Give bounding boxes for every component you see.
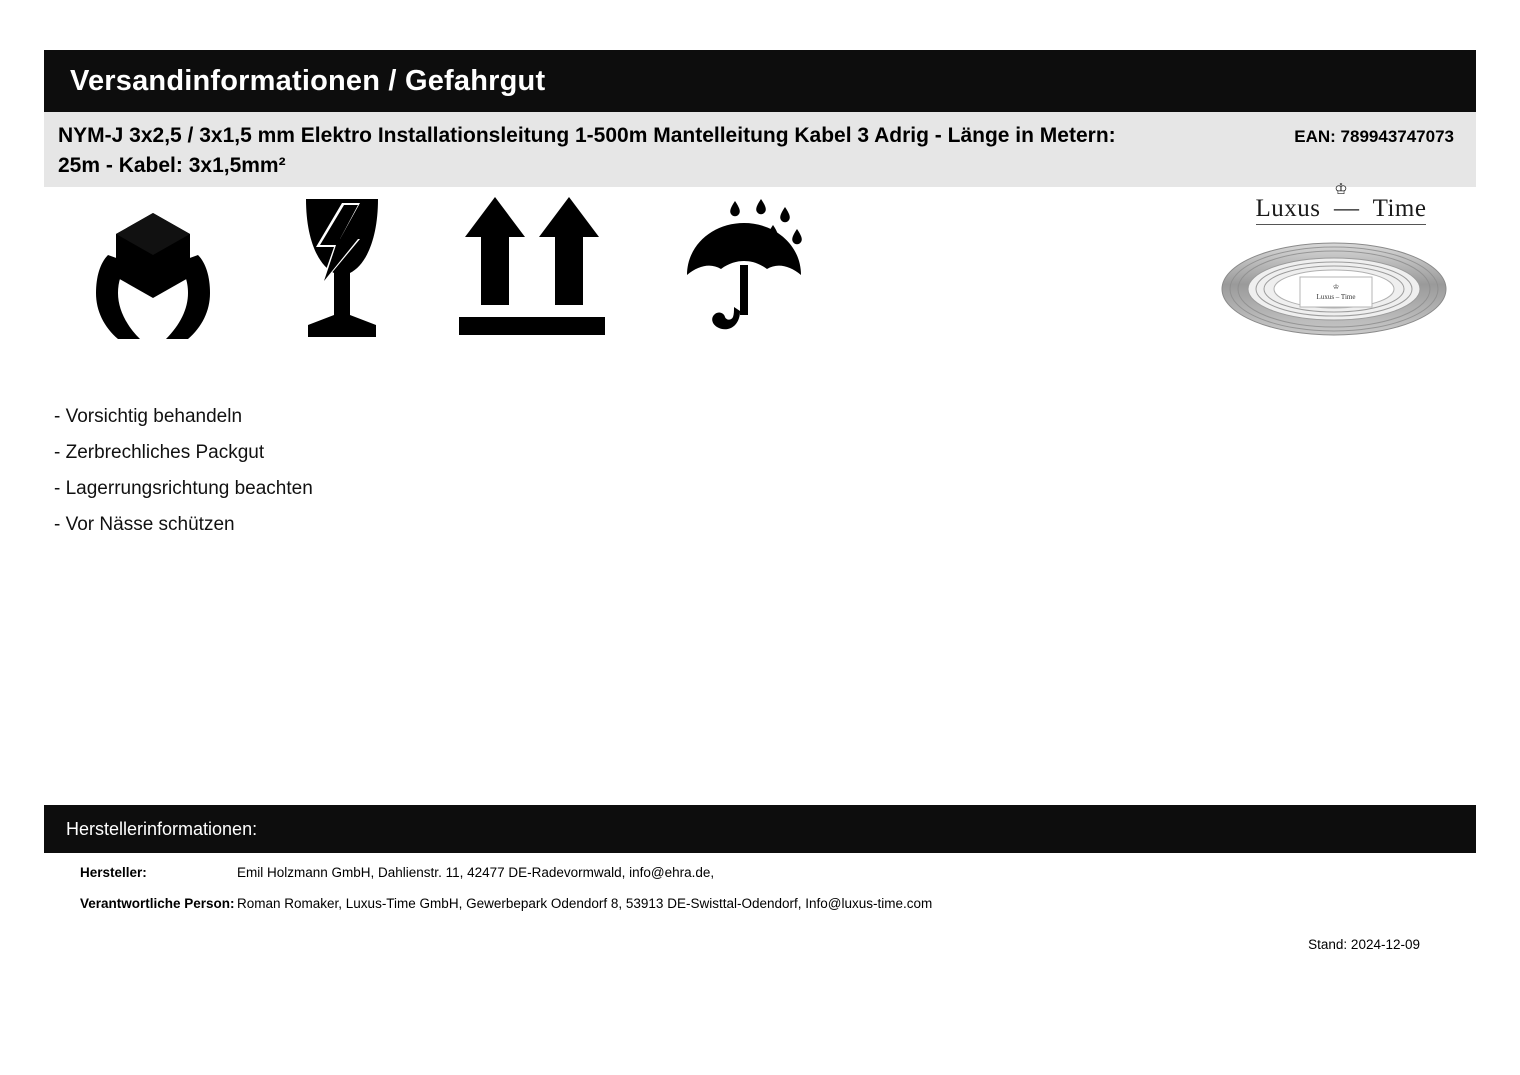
manufacturer-key: Hersteller: bbox=[80, 865, 147, 880]
brand-name-left: Luxus bbox=[1255, 194, 1321, 222]
brand-block bbox=[1216, 181, 1466, 341]
product-photo bbox=[1216, 237, 1466, 341]
handling-symbols bbox=[78, 193, 819, 348]
document-header bbox=[44, 50, 1476, 112]
product-title: NYM-J 3x2,5 / 3x1,5 mm Elektro Installationsleitung 1-500m Mantelleitung Kabel 3 Adrig - Länge in Metern: 25m - Kabel: 3x1,5mm² bbox=[58, 124, 1116, 177]
svg-text:♔: ♔ bbox=[1332, 282, 1340, 291]
table-row bbox=[44, 865, 1476, 880]
shipping-info-document bbox=[44, 50, 1476, 952]
manufacturer-value: Emil Holzmann GmbH, Dahlienstr. 11, 42477 DE-Radevormwald, info@ehra.de, bbox=[237, 865, 715, 880]
manufacturer-details bbox=[44, 865, 1476, 952]
list-item: - Zerbrechliches Packgut bbox=[54, 441, 265, 463]
brand-logo bbox=[1246, 181, 1437, 227]
brand-name-right: Time bbox=[1372, 194, 1427, 222]
keep-dry-umbrella-icon bbox=[669, 193, 819, 348]
revision-date: Stand: 2024-12-09 bbox=[1308, 937, 1420, 952]
crown-icon: ♔ bbox=[1334, 180, 1348, 198]
list-item: - Vorsichtig behandeln bbox=[54, 405, 243, 427]
brand-name: Luxus — Time bbox=[1255, 194, 1427, 222]
manufacturer-section-header bbox=[44, 805, 1476, 853]
handling-instructions-list bbox=[54, 399, 1476, 543]
responsible-person-key: Verantwortliche Person: bbox=[80, 896, 235, 911]
page-title: Versandinformationen / Gefahrgut bbox=[70, 64, 546, 97]
brand-rule bbox=[1256, 224, 1427, 225]
svg-text:Luxus – Time: Luxus – Time bbox=[1316, 292, 1356, 301]
product-band bbox=[44, 112, 1476, 187]
fragile-glass-icon bbox=[290, 193, 395, 348]
table-row bbox=[44, 896, 1476, 911]
handling-symbols-row bbox=[44, 180, 1476, 377]
responsible-person-value: Roman Romaker, Luxus-Time GmbH, Gewerbepark Odendorf 8, 53913 DE-Swisttal-Odendorf, Info@luxus-time.com bbox=[237, 896, 933, 911]
manufacturer-section-label: Herstellerinformationen: bbox=[66, 818, 258, 839]
ean-code: EAN: 789943747073 bbox=[1294, 127, 1454, 146]
list-item: - Lagerrungsrichtung beachten bbox=[54, 477, 313, 499]
list-item: - Vor Nässe schützen bbox=[54, 513, 235, 535]
this-way-up-icon bbox=[457, 193, 607, 348]
handle-with-care-icon bbox=[78, 193, 228, 348]
